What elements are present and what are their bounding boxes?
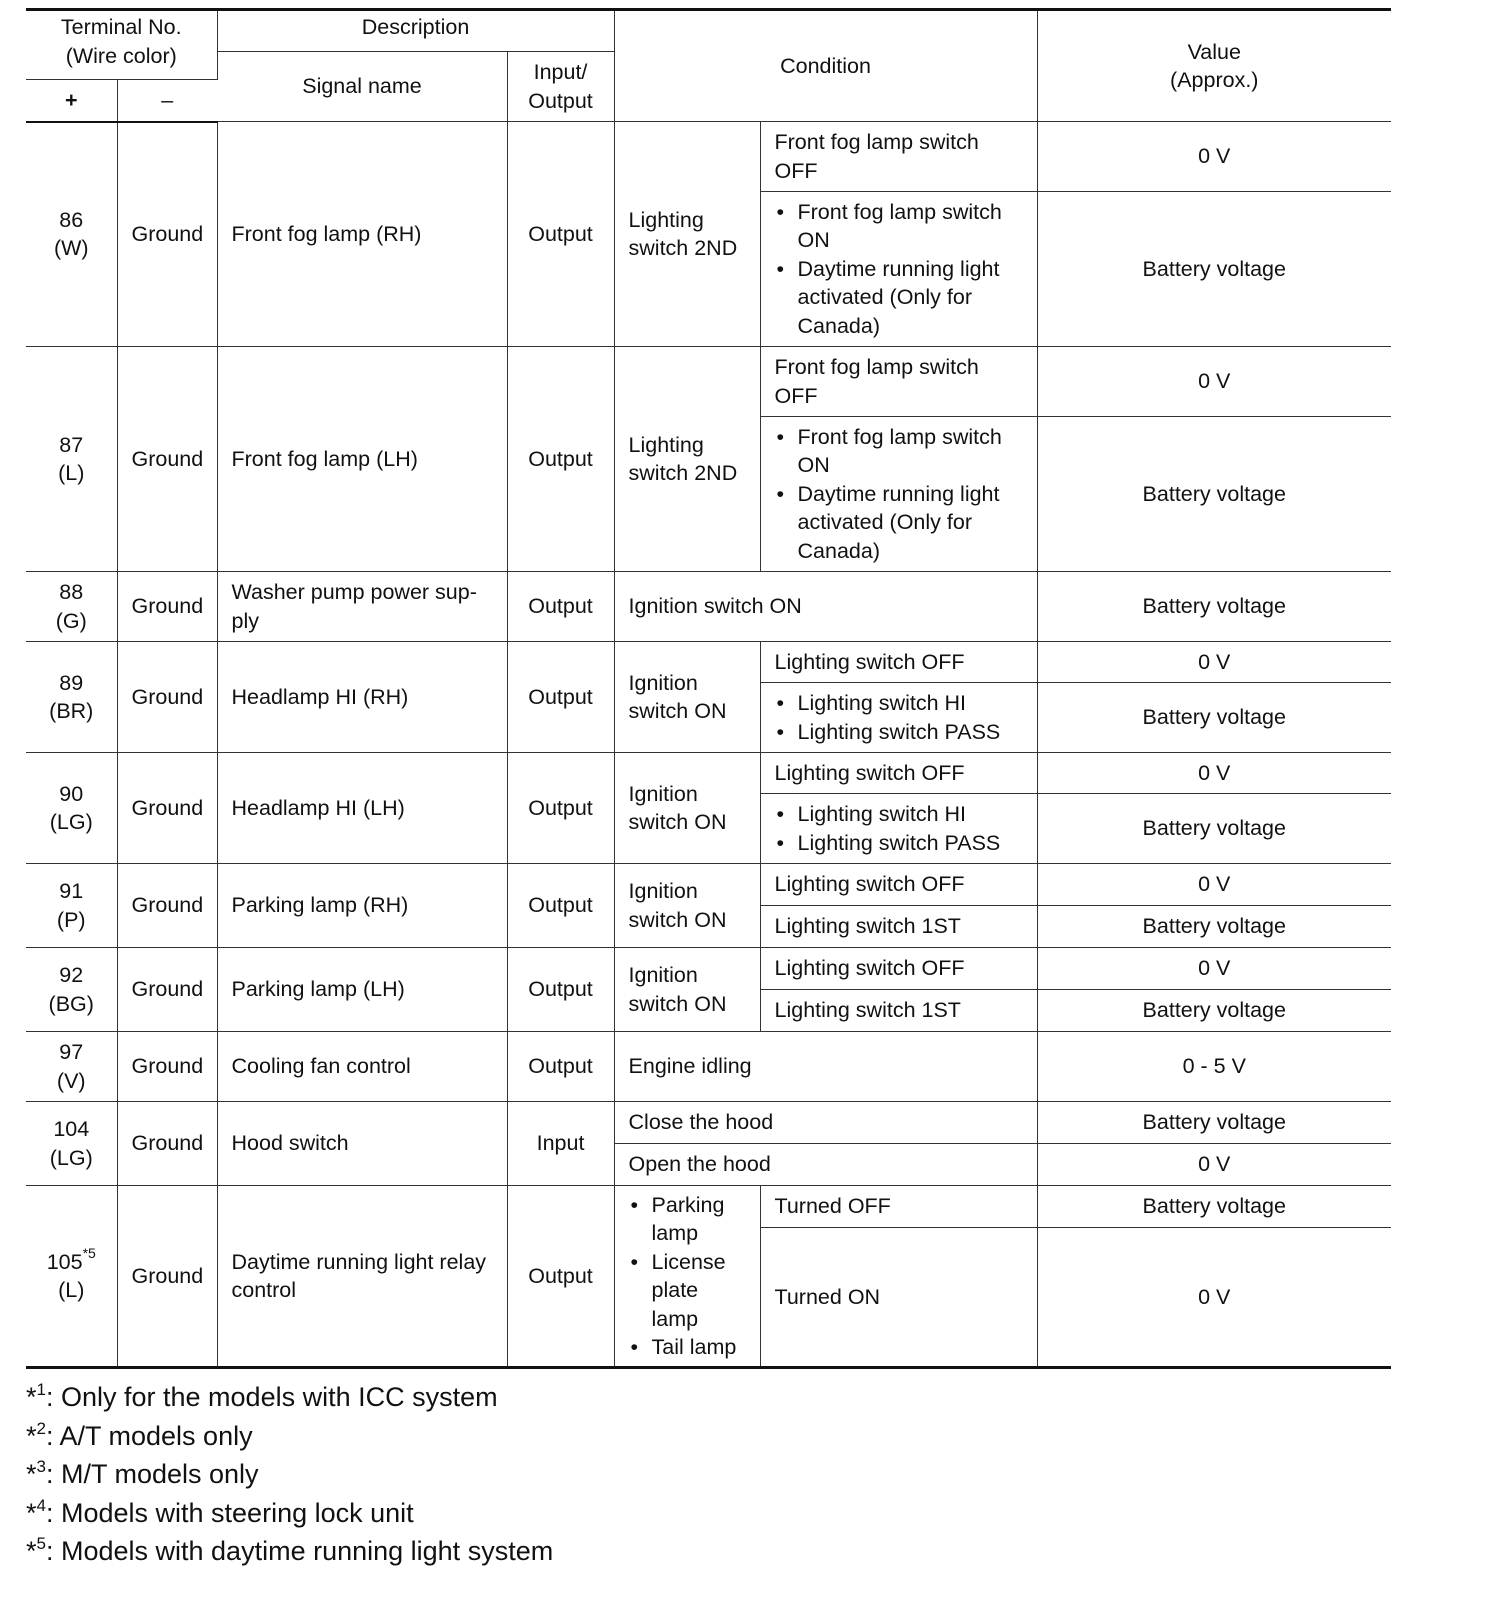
signal-cell: Parking lamp (LH) xyxy=(217,948,507,1032)
list-item: • Lighting switch PASS xyxy=(775,829,1023,858)
table-row xyxy=(26,572,1391,642)
table-row xyxy=(26,948,1391,990)
value-cell: Battery voltage xyxy=(1037,1102,1391,1144)
footnote-marker: *5 xyxy=(82,1245,96,1262)
io-cell: Output xyxy=(507,1186,614,1368)
condition-cell: Close the hood xyxy=(614,1102,1037,1144)
io-cell: Output xyxy=(507,753,614,864)
header-terminal: Terminal No. (Wire color) xyxy=(26,10,217,80)
sub-condition-cell: Turned OFF xyxy=(760,1186,1037,1228)
minus-cell: Ground xyxy=(117,1102,217,1186)
table-row xyxy=(26,347,1391,417)
terminal-cell: 92 (BG) xyxy=(26,948,117,1032)
minus-cell: Ground xyxy=(117,642,217,753)
condition-cell: Ignition switch ON xyxy=(614,572,1037,642)
signal-cell: Front fog lamp (RH) xyxy=(217,122,507,347)
list-item: • Front fog lamp switch ON xyxy=(775,423,1023,480)
sub-condition-cell: Lighting switch 1ST xyxy=(760,906,1037,948)
list-item: • Lighting switch HI xyxy=(775,800,1023,829)
value-cell: 0 V xyxy=(1037,642,1391,683)
io-cell: Output xyxy=(507,948,614,1032)
signal-cell: Hood switch xyxy=(217,1102,507,1186)
value-cell: Battery voltage xyxy=(1037,1186,1391,1228)
minus-cell: Ground xyxy=(117,347,217,572)
value-cell: 0 V xyxy=(1037,948,1391,990)
minus-cell: Ground xyxy=(117,572,217,642)
sub-condition-cell: Turned ON xyxy=(760,1228,1037,1368)
value-cell: 0 V xyxy=(1037,347,1391,417)
main-condition-cell: Ignition switch ON xyxy=(614,642,760,753)
terminal-cell: 91 (P) xyxy=(26,864,117,948)
signal-cell: Washer pump power sup-ply xyxy=(217,572,507,642)
value-cell: Battery voltage xyxy=(1037,906,1391,948)
list-item: • Daytime running light activated (Only for Canada) xyxy=(775,480,1023,566)
terminal-cell: 87 (L) xyxy=(26,347,117,572)
header-minus: – xyxy=(117,80,217,122)
value-cell: 0 V xyxy=(1037,753,1391,794)
main-condition-cell: Lighting switch 2ND xyxy=(614,347,760,572)
value-cell: 0 V xyxy=(1037,122,1391,192)
sub-condition-cell xyxy=(760,683,1037,753)
main-condition-cell: Ignition switch ON xyxy=(614,864,760,948)
table-row xyxy=(26,753,1391,794)
terminal-spec-table xyxy=(26,8,1391,1369)
terminal-cell: 97 (V) xyxy=(26,1032,117,1102)
footnote: *$^3$: M/T models only xyxy=(26,1457,259,1489)
signal-cell: Parking lamp (RH) xyxy=(217,864,507,948)
value-cell: 0 V xyxy=(1037,1228,1391,1368)
condition-cell: Open the hood xyxy=(614,1144,1037,1186)
sub-condition-cell xyxy=(760,192,1037,347)
io-cell: Output xyxy=(507,122,614,347)
minus-cell: Ground xyxy=(117,1186,217,1368)
value-cell: Battery voltage xyxy=(1037,572,1391,642)
minus-cell: Ground xyxy=(117,753,217,864)
minus-cell: Ground xyxy=(117,948,217,1032)
footnotes xyxy=(26,1378,553,1571)
value-cell: Battery voltage xyxy=(1037,192,1391,347)
header-value: Value (Approx.) xyxy=(1037,10,1391,122)
main-condition-cell: Ignition switch ON xyxy=(614,948,760,1032)
sub-condition-cell xyxy=(760,417,1037,572)
signal-cell: Cooling fan control xyxy=(217,1032,507,1102)
io-cell: Output xyxy=(507,572,614,642)
signal-cell: Daytime running light relay control xyxy=(217,1186,507,1368)
terminal-cell: 90 (LG) xyxy=(26,753,117,864)
sub-condition-cell xyxy=(760,794,1037,864)
terminal-cell: 88 (G) xyxy=(26,572,117,642)
sub-condition-cell: Lighting switch OFF xyxy=(760,753,1037,794)
main-condition-cell: Ignition switch ON xyxy=(614,753,760,864)
minus-cell: Ground xyxy=(117,122,217,347)
list-item: • Front fog lamp switch ON xyxy=(775,198,1023,255)
table-row xyxy=(26,122,1391,192)
main-condition-cell xyxy=(614,1186,760,1368)
table-row xyxy=(26,1032,1391,1102)
sub-condition-cell: Lighting switch OFF xyxy=(760,864,1037,906)
signal-cell: Headlamp HI (LH) xyxy=(217,753,507,864)
io-cell: Output xyxy=(507,864,614,948)
value-cell: Battery voltage xyxy=(1037,990,1391,1032)
list-item: • License plate lamp xyxy=(629,1248,746,1334)
terminal-cell: 104 (LG) xyxy=(26,1102,117,1186)
footnote: *$^2$: A/T models only xyxy=(26,1418,253,1451)
table-row xyxy=(26,1102,1391,1144)
signal-cell: Headlamp HI (RH) xyxy=(217,642,507,753)
header-description: Description xyxy=(217,10,614,52)
signal-cell: Front fog lamp (LH) xyxy=(217,347,507,572)
list-item: • Lighting switch PASS xyxy=(775,718,1023,747)
sub-condition-cell: Front fog lamp switch OFF xyxy=(760,347,1037,417)
condition-cell: Engine idling xyxy=(614,1032,1037,1102)
minus-cell: Ground xyxy=(117,864,217,948)
value-cell: Battery voltage xyxy=(1037,794,1391,864)
terminal-cell: 105$^{*5}$ (L) xyxy=(26,1186,117,1368)
terminal-cell: 86 (W) xyxy=(26,122,117,347)
header-condition: Condition xyxy=(614,10,1037,122)
list-item: • Parking lamp xyxy=(629,1191,746,1248)
table-row xyxy=(26,642,1391,683)
value-cell: Battery voltage xyxy=(1037,683,1391,753)
list-item: • Daytime running light activated (Only for Canada) xyxy=(775,255,1023,341)
table-header xyxy=(26,10,1391,122)
footnote: *$^4$: Models with steering lock unit xyxy=(26,1495,414,1528)
value-cell: 0 V xyxy=(1037,1144,1391,1186)
sub-condition-cell: Lighting switch OFF xyxy=(760,642,1037,683)
main-condition-cell: Lighting switch 2ND xyxy=(614,122,760,347)
terminal-cell: 89 (BR) xyxy=(26,642,117,753)
list-item: • Lighting switch HI xyxy=(775,689,1023,718)
header-signal-name: Signal name xyxy=(217,52,507,122)
table-row xyxy=(26,864,1391,906)
sub-condition-cell: Lighting switch 1ST xyxy=(760,990,1037,1032)
io-cell: Output xyxy=(507,1032,614,1102)
value-cell: 0 V xyxy=(1037,864,1391,906)
header-plus: + xyxy=(26,80,117,122)
io-cell: Output xyxy=(507,642,614,753)
footnote: *$^1$: Only for the models with ICC system xyxy=(26,1380,498,1412)
footnote: *$^5$: Models with daytime running light system xyxy=(26,1534,554,1566)
value-cell: 0 - 5 V xyxy=(1037,1032,1391,1102)
sub-condition-cell: Lighting switch OFF xyxy=(760,948,1037,990)
sub-condition-cell: Front fog lamp switch OFF xyxy=(760,122,1037,192)
io-cell: Input xyxy=(507,1102,614,1186)
table-row xyxy=(26,1186,1391,1228)
io-cell: Output xyxy=(507,347,614,572)
list-item: • Tail lamp xyxy=(629,1333,746,1362)
header-input-output: Input/ Output xyxy=(507,52,614,122)
minus-cell: Ground xyxy=(117,1032,217,1102)
value-cell: Battery voltage xyxy=(1037,417,1391,572)
